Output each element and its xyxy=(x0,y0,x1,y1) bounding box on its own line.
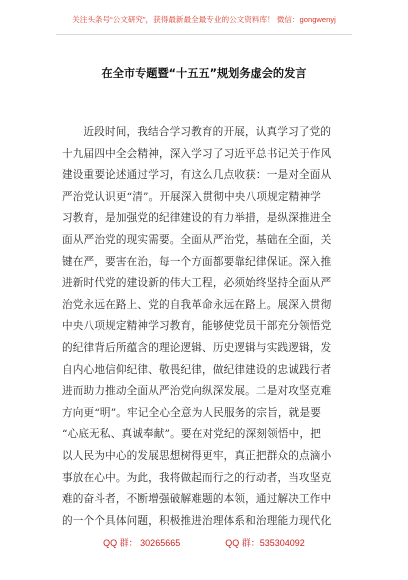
body-line: 事放在心中。为此，我将做起而行之的行动者，当攻坚克 xyxy=(62,471,332,484)
body-line: 近段时间，我结合学习教育的开展，认真学习了党的 xyxy=(83,126,332,138)
body-line: 进新时代党的建设新的伟大工程，必须始终坚持全面从严 xyxy=(62,277,332,290)
body-line: 严治党认识更“清”。开展深入贯彻中央八项规定精神学 xyxy=(62,190,321,203)
body-line: 键在严，要害在治，每一个方面都要靠纪律保证。深入推 xyxy=(62,255,332,268)
body-line: “心底无私、真诚奉献”。要在对党纪的深刻领悟中，把 xyxy=(62,428,321,441)
body-line: 难的奋斗者，不断增强破解难题的本领，通过解决工作中 xyxy=(62,493,332,506)
body-line: 中央八项规定精神学习教育，能够使党员干部充分领悟党 xyxy=(62,320,332,333)
body-line: 治党永远在路上、党的自我革命永远在路上。展深入贯彻 xyxy=(62,298,332,311)
header-divider xyxy=(56,34,352,35)
body-line: 的纪律背后所蕴含的理论逻辑、历史逻辑与实践逻辑，发 xyxy=(62,341,332,354)
footer-contact xyxy=(0,536,408,550)
body-line: 以人民为中心的发展思想树得更牢，真正把群众的点滴小 xyxy=(62,449,332,462)
body-line: 十九届四中全会精神，深入学习了习近平总书记关于作风 xyxy=(62,147,332,160)
document-body xyxy=(62,122,348,532)
body-line: 建设重要论述通过学习，有这么几点收获：一是对全面从 xyxy=(62,169,332,182)
body-line: 习教育，是加强党的纪律建设的有力举措，是纵深推进全 xyxy=(62,212,332,225)
body-line: 自内心地信仰纪律、敬畏纪律，做纪律建设的忠诚践行者 xyxy=(62,363,332,376)
header-promo-notice: 关注头条号“公文研究”，获得最新最全最专业的公文资料库！ 微信：gongwenyj xyxy=(72,15,336,24)
body-line: 的一个个具体问题，积极推进治理体系和治理能力现代化 xyxy=(62,514,332,527)
footer-qq-group-2: QQ 群：535304092 xyxy=(225,538,305,548)
footer-qq-group-1: QQ 群： 30265665 xyxy=(103,538,181,548)
document-title: 在全市专题暨“十五五”规划务虚会的发言 xyxy=(101,67,307,80)
body-line: 方向更“明”。牢记全心全意为人民服务的宗旨，就是要 xyxy=(62,406,321,419)
body-line: 进而助力推动全面从严治党向纵深发展。二是对攻坚克难 xyxy=(62,385,332,398)
body-line: 面从严治党的现实需要。全面从严治党，基础在全面，关 xyxy=(62,233,332,246)
